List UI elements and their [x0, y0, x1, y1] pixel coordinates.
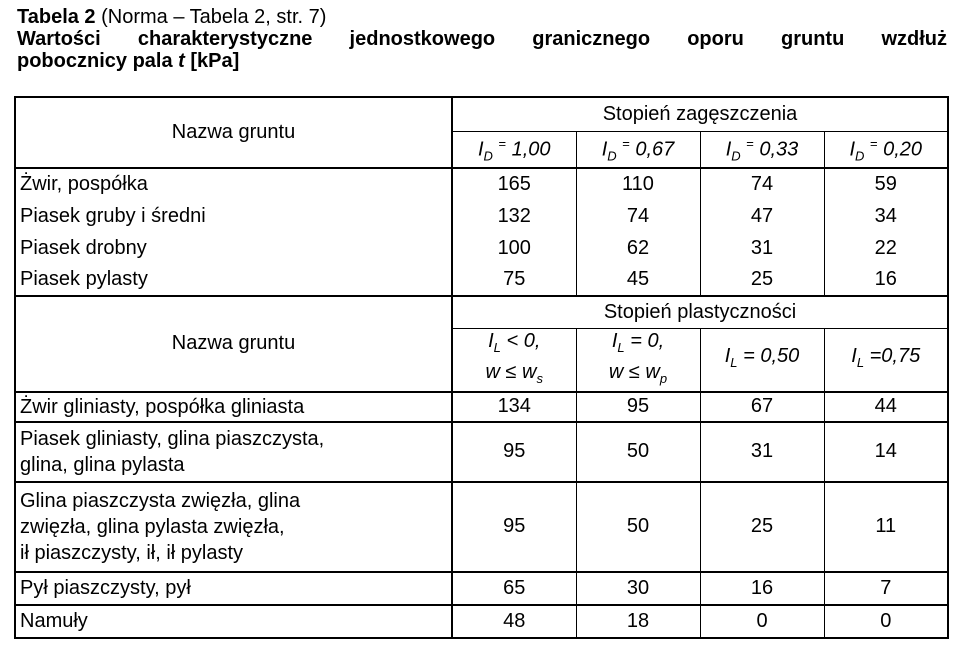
symbol-condition: =0,75	[864, 345, 921, 368]
value-cell	[824, 422, 948, 482]
value-cell	[452, 200, 576, 232]
value-cell	[700, 168, 824, 200]
symbol-var: I	[488, 329, 494, 352]
symbol-sub: p	[659, 370, 668, 386]
value-cell	[576, 200, 700, 232]
symbol-var: I	[725, 138, 732, 161]
value-cell	[824, 232, 948, 264]
value-cell	[824, 392, 948, 422]
title-variable: t	[178, 50, 185, 72]
symbol-value: 0,33	[753, 138, 799, 161]
group-header-density	[452, 97, 948, 131]
soil-resistance-table	[14, 96, 949, 639]
group-header-plasticity	[452, 296, 948, 328]
value: 22	[874, 236, 897, 259]
value: 132	[497, 204, 531, 227]
value: 165	[497, 173, 531, 196]
subheader-density-4	[824, 131, 948, 168]
table-body	[15, 97, 948, 638]
value: 65	[503, 576, 526, 599]
value: 0	[880, 609, 892, 632]
value-cell	[700, 392, 824, 422]
soil-name-line: Pył piaszczysty, pył	[20, 577, 191, 600]
value: 50	[626, 440, 650, 463]
value: 30	[626, 576, 650, 599]
value: 0	[756, 609, 768, 632]
symbol-op: ≤	[499, 360, 523, 383]
value-cell	[452, 264, 576, 296]
value-cell	[824, 572, 948, 605]
value: 16	[874, 268, 897, 291]
symbol-var: w	[522, 360, 537, 383]
table-row	[15, 200, 948, 232]
soil-name: Piasek pylasty	[20, 268, 148, 291]
group-header-label: Stopień zagęszczenia	[602, 102, 798, 125]
value: 11	[875, 515, 897, 538]
value-cell	[576, 232, 700, 264]
value: 74	[750, 173, 774, 196]
value: 134	[497, 395, 531, 418]
value: 75	[503, 268, 526, 291]
soil-name: Żwir, pospółka	[20, 173, 148, 196]
value-cell	[452, 168, 576, 200]
symbol-var: I	[601, 138, 608, 161]
value-cell	[576, 422, 700, 482]
value: 31	[750, 440, 774, 463]
soil-name-cell	[15, 605, 452, 638]
value: 7	[880, 576, 892, 599]
column-header-soil-name	[15, 97, 452, 168]
value: 95	[626, 395, 650, 418]
symbol-sub: D	[607, 148, 617, 164]
value-cell	[700, 422, 824, 482]
symbol-eq: =	[869, 135, 878, 151]
subheader-density-1	[452, 131, 576, 168]
value-cell	[824, 168, 948, 200]
subheader-plasticity-2	[576, 328, 700, 392]
value: 45	[626, 268, 650, 291]
value: 100	[497, 236, 531, 259]
soil-name-cell	[15, 422, 452, 482]
subheader-line-2	[457, 360, 572, 391]
symbol-condition: = 0,50	[737, 345, 800, 368]
symbol-var: I	[849, 138, 856, 161]
symbol-eq: =	[498, 135, 507, 151]
symbol-condition: < 0,	[500, 329, 541, 352]
value: 110	[622, 173, 654, 196]
value: 25	[750, 268, 774, 291]
value: 67	[750, 395, 774, 418]
subheader-line-2	[581, 360, 696, 391]
value-cell	[700, 232, 824, 264]
symbol-var: I	[611, 329, 618, 352]
value-cell	[576, 264, 700, 296]
subheader-plasticity-4	[824, 328, 948, 392]
subheader-line-1	[829, 344, 944, 375]
soil-name: Piasek drobny	[20, 236, 147, 259]
soil-name-line: glina, glina pylasta	[20, 453, 185, 476]
column-header-label: Nazwa gruntu	[171, 121, 296, 144]
value: 34	[874, 204, 897, 227]
table-caption	[17, 6, 947, 72]
value: 31	[750, 236, 774, 259]
symbol-var: w	[645, 360, 660, 383]
symbol-op: ≤	[623, 360, 646, 383]
symbol-eq: =	[622, 135, 630, 151]
table-title-line-1: Wartości charakterystyczne jednostkowego granicznego oporu gruntu wzdłuż	[17, 28, 947, 50]
subheader-density-3	[700, 131, 824, 168]
symbol-var: I	[724, 345, 731, 368]
symbol-value: 0,20	[877, 138, 923, 161]
value: 25	[750, 515, 774, 538]
column-header-label: Nazwa gruntu	[171, 332, 296, 355]
table-label	[17, 6, 947, 28]
value-cell	[824, 605, 948, 638]
value-cell	[824, 200, 948, 232]
value: 95	[503, 515, 526, 538]
value-cell	[576, 572, 700, 605]
value-cell	[700, 200, 824, 232]
value: 44	[874, 395, 897, 418]
symbol-var: w	[485, 360, 500, 383]
table-row	[15, 168, 948, 200]
header-row	[15, 296, 948, 328]
title-prefix: pobocznicy pala	[17, 50, 179, 72]
soil-name-line: Piasek gliniasty, glina piaszczysta,	[20, 427, 325, 450]
subheader-line-1	[705, 344, 820, 375]
table-source: (Norma – Tabela 2, str. 7)	[95, 6, 327, 28]
symbol-sub: L	[617, 339, 625, 355]
soil-name-cell	[15, 168, 452, 200]
value-cell	[824, 482, 948, 572]
value: 14	[874, 440, 897, 463]
soil-name-cell	[15, 482, 452, 572]
value-cell	[576, 168, 700, 200]
header-row	[15, 97, 948, 131]
value: 16	[750, 576, 774, 599]
symbol-sub: L	[856, 355, 865, 371]
value-cell	[452, 605, 576, 638]
value-cell	[700, 572, 824, 605]
value-cell	[700, 605, 824, 638]
subheader-plasticity-3	[700, 328, 824, 392]
value-cell	[700, 264, 824, 296]
table-row	[15, 392, 948, 422]
subheader-line-1	[581, 329, 696, 360]
value-cell	[452, 482, 576, 572]
table-row	[15, 605, 948, 638]
value-cell	[700, 482, 824, 572]
symbol-sub: D	[855, 148, 865, 164]
soil-name: Piasek gruby i średni	[20, 204, 206, 227]
value: 18	[626, 609, 650, 632]
symbol-sub: L	[493, 339, 501, 355]
soil-name-cell	[15, 200, 452, 232]
table-number: Tabela 2	[17, 6, 96, 28]
table-row	[15, 264, 948, 296]
symbol-var: w	[608, 360, 624, 383]
soil-name-line: zwięzła, glina pylasta zwięzła,	[20, 515, 285, 538]
table-title	[17, 28, 947, 72]
soil-name-cell	[15, 572, 452, 605]
soil-name-line: ił piaszczysty, ił, ił pylasty	[20, 541, 244, 564]
subheader-line-1	[457, 329, 572, 360]
value-cell	[824, 264, 948, 296]
symbol-value: 0,67	[629, 138, 675, 161]
value: 62	[626, 236, 650, 259]
table-row	[15, 232, 948, 264]
table-title-line-2	[17, 50, 947, 72]
value-cell	[452, 572, 576, 605]
value-cell	[576, 605, 700, 638]
symbol-eq: =	[746, 135, 754, 151]
value-cell	[452, 232, 576, 264]
symbol-condition: = 0,	[624, 329, 665, 352]
table-row	[15, 422, 948, 482]
symbol-sub: s	[536, 370, 543, 386]
value: 48	[503, 609, 526, 632]
value-cell	[576, 392, 700, 422]
soil-name-line: Namuły	[20, 610, 88, 633]
soil-name-cell	[15, 392, 452, 422]
group-header-label: Stopień plastyczności	[603, 300, 797, 323]
value-cell	[576, 482, 700, 572]
value: 47	[750, 204, 774, 227]
table-row	[15, 572, 948, 605]
symbol-sub: L	[730, 355, 738, 371]
soil-name-line: Żwir gliniasty, pospółka gliniasta	[20, 395, 305, 418]
symbol-var: I	[851, 345, 857, 368]
table-row	[15, 482, 948, 572]
value: 50	[626, 515, 650, 538]
column-header-soil-name	[15, 296, 452, 392]
subheader-plasticity-1	[452, 328, 576, 392]
symbol-value: 1,00	[506, 138, 551, 161]
value-cell	[452, 422, 576, 482]
value: 59	[874, 173, 897, 196]
symbol-sub: D	[483, 148, 493, 164]
soil-name-cell	[15, 232, 452, 264]
soil-name-line: Glina piaszczysta zwięzła, glina	[20, 489, 301, 512]
value: 95	[503, 440, 526, 463]
symbol-sub: D	[731, 148, 741, 164]
subheader-density-2	[576, 131, 700, 168]
symbol-var: I	[477, 138, 484, 161]
value: 74	[626, 204, 650, 227]
title-suffix: [kPa]	[184, 50, 240, 72]
value-cell	[452, 392, 576, 422]
soil-name-cell	[15, 264, 452, 296]
